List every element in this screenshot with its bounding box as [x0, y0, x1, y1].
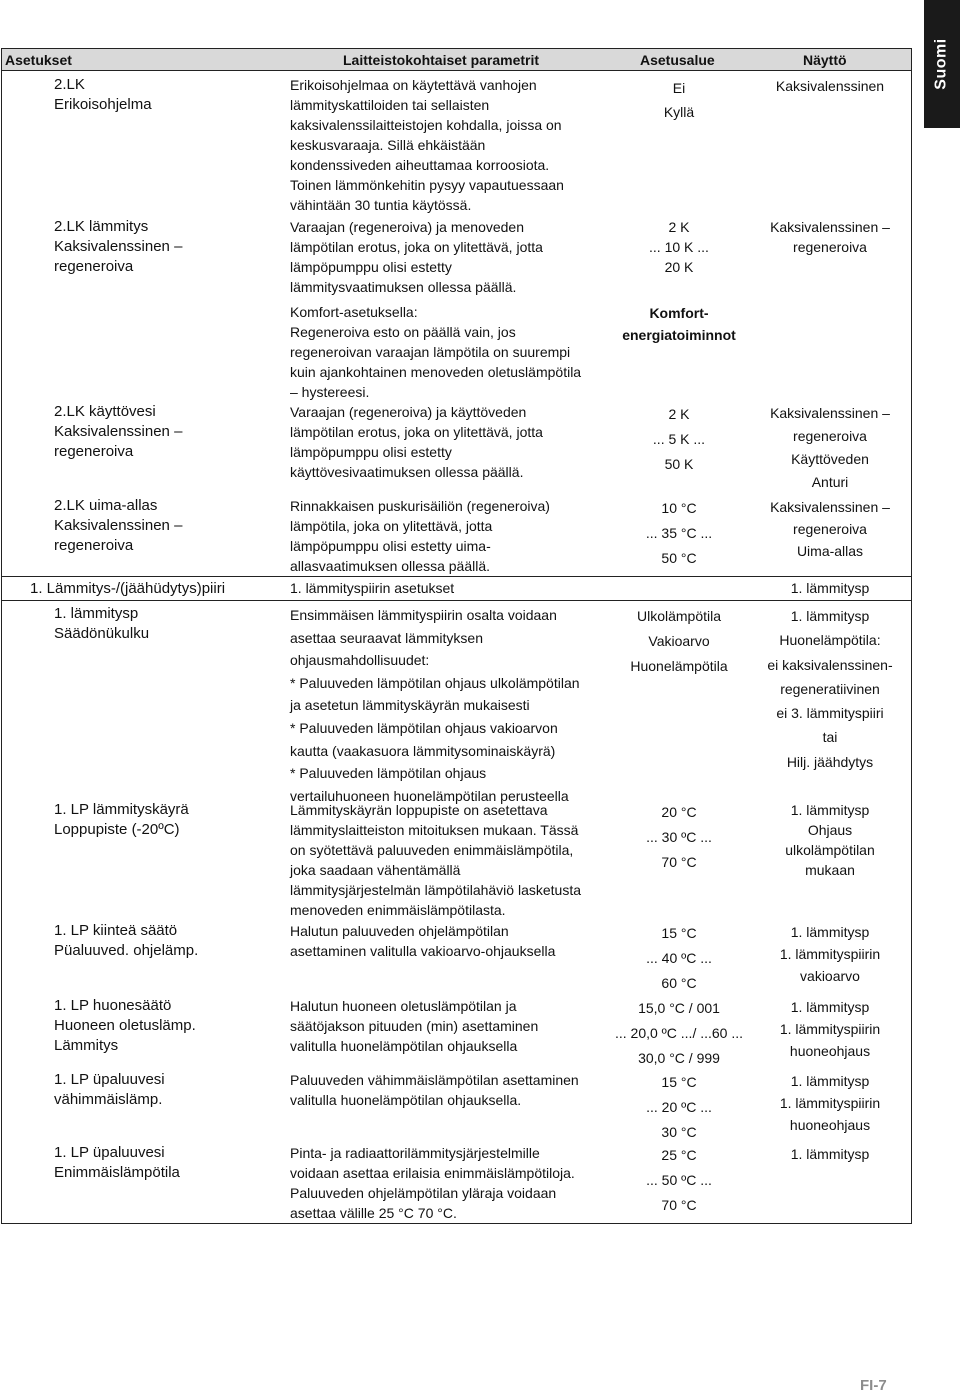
setting-name [54, 496, 284, 556]
header-display: Näyttö [803, 52, 847, 68]
setting-name [54, 604, 284, 644]
text-line: Püaluuved. ohjelämp. [54, 942, 199, 959]
text-line: vakioarvo [800, 968, 860, 984]
text-line: lämmityslaitteiston mitoituksen mukaan. Tässä [290, 822, 579, 838]
text-line: Ensimmäisen lämmityspiirin osalta voidaan [290, 607, 557, 623]
page-number: FI-7 [860, 1377, 887, 1394]
text-line: kuin ajankohtainen menoveden oletuslämpötila [290, 364, 582, 380]
text-line: lämmityskattiloiden tai sellaisten [290, 97, 490, 113]
setting-description [290, 496, 612, 576]
text-line: asettaa seuraavat lämmityksen [290, 629, 483, 646]
text-line: ei 3. lämmityspiiri [776, 705, 884, 722]
text-line: lämpötila, joka on ylitettävä, jotta [290, 518, 493, 534]
text-line: 1. LP lämmityskäyrä [54, 801, 189, 818]
text-line: huoneohjaus [789, 1117, 871, 1133]
language-tab-label: Suomi [933, 38, 951, 90]
text-line: vertailuhuoneen huonelämpötilan perusteella [290, 787, 569, 804]
text-line: regeneroivan varaajan lämpötila on suurempi [290, 344, 571, 360]
setting-description [290, 604, 612, 807]
text-line: valitulla huonelämpötilan ohjauksella. [290, 1092, 522, 1108]
text-line: vähimmäislämp. [54, 1091, 163, 1108]
text-line: 70 °C [661, 1197, 697, 1213]
text-line: 20 °C [661, 804, 697, 820]
text-line: Lämmitys [54, 1037, 119, 1054]
text-line: Pinta- ja radiaattorilämmitysjärjestelmille [290, 1145, 540, 1161]
setting-display [752, 921, 908, 987]
language-tab [924, 0, 960, 128]
text-line: ... 20,0 ºC .../ ...60 ... [614, 1025, 744, 1041]
text-line: Kaksivalenssinen – [770, 499, 890, 515]
setting-display [752, 402, 908, 494]
text-line: käyttövesivaatimuksen ollessa päällä. [290, 464, 524, 480]
text-line: Anturi [811, 474, 849, 490]
text-line: kautta (vaakasuora lämmitysominaiskäyrä) [290, 742, 556, 759]
setting-display [752, 1070, 908, 1136]
text-line: ja asetetun lämmityskäyrän mukaisesti [290, 697, 530, 714]
text-line: ... 30 ºC ... [646, 829, 712, 845]
text-line: 1. LP kiinteä säätö [54, 922, 178, 939]
setting-range [612, 1143, 746, 1218]
text-line: 1. lämmityspiirin [779, 1095, 881, 1111]
text-line: 20 K [664, 259, 694, 275]
text-line: säätöjakson pituuden (min) asettaminen [290, 1018, 539, 1034]
setting-description [290, 921, 612, 961]
setting-range [612, 996, 746, 1071]
text-line: energiatoiminnot [622, 327, 736, 343]
text-line: 1. lämmityspiirin [779, 946, 881, 962]
setting-range [612, 1070, 746, 1145]
setting-description [290, 402, 612, 482]
setting-display [752, 800, 908, 880]
text-line: ... 20 ºC ... [646, 1099, 712, 1115]
setting-range [612, 76, 746, 124]
setting-name [54, 1070, 284, 1110]
setting-range [612, 800, 746, 875]
text-line: ... 10 K ... [649, 239, 709, 255]
text-line: Komfort-asetuksella: [290, 304, 418, 320]
text-line: voidaan asettaa erilaisia enimmäislämpötiloja. [290, 1165, 575, 1181]
text-line: regeneroiva [54, 443, 134, 460]
setting-description [290, 996, 612, 1056]
setting-name [54, 402, 284, 462]
text-line: 60 °C [661, 975, 697, 991]
setting-range [612, 402, 746, 477]
header-range: Asetusalue [640, 52, 715, 68]
text-line: 2.LK käyttövesi [54, 403, 156, 420]
setting-range [612, 217, 746, 277]
text-line: kaksivalenssilaitteistojen kohdalla, joissa on [290, 117, 562, 133]
text-line: allasvaatimuksen ollessa päällä. [290, 558, 490, 574]
setting-range [612, 921, 746, 996]
text-line: Kaksivalenssinen – [54, 423, 183, 440]
text-line: ulkolämpötilan [785, 842, 875, 858]
setting-range [612, 496, 746, 571]
section-description: 1. lämmityspiirin asetukset [290, 580, 455, 596]
text-line: ei kaksivalenssinen- [767, 656, 893, 673]
text-line: 1. lämmitysp [790, 999, 870, 1015]
text-line: – hystereesi. [290, 384, 370, 400]
text-line: 1. lämmitysp [790, 924, 870, 940]
text-line: 2 K [668, 219, 690, 235]
setting-comfort-description [290, 302, 612, 402]
text-line: 30,0 °C / 999 [638, 1050, 720, 1066]
header-parameters: Laitteistokohtaiset parametrit [343, 52, 540, 68]
text-line: 15 °C [661, 1074, 697, 1090]
text-line: Huoneen oletuslämp. [54, 1017, 196, 1034]
text-line: Ei [672, 80, 686, 96]
text-line: 15 °C [661, 925, 697, 941]
text-line: lämpötilan erotus, joka on ylitettävä, jotta [290, 239, 543, 255]
text-line: regeneroiva [793, 521, 867, 537]
text-line: lämmitysvaatimuksen ollessa päällä. [290, 279, 517, 295]
text-line: Erikoisohjelma [54, 96, 152, 113]
section-title: 1. Lämmitys-/(jäähüdytys)piiri [30, 580, 226, 597]
text-line: lämpötilan erotus, joka on ylitettävä, jotta [290, 424, 543, 440]
text-line: regeneroiva [54, 537, 134, 554]
text-line: Lämmityskäyrän loppupiste on asetettava [290, 802, 548, 818]
setting-description [290, 75, 612, 215]
text-line: regeneroiva [54, 258, 134, 275]
setting-range [612, 604, 746, 679]
section-divider [2, 576, 911, 577]
text-line: Uima-allas [796, 543, 864, 559]
text-line: 1. lämmitysp [790, 1146, 870, 1162]
setting-display [752, 604, 908, 774]
text-line: 2 K [668, 406, 690, 422]
text-line: 1. LP üpaluuvesi [54, 1144, 165, 1161]
text-line: Paluuveden vähimmäislämpötilan asettaminen [290, 1072, 579, 1088]
text-line: on syötettävä paluuveden enimmäislämpötila, [290, 842, 574, 858]
text-line: menoveden enimmäislämpötilasta. [290, 902, 506, 918]
text-line: Rinnakkaisen puskurisäiliön (regeneroiva) [290, 498, 550, 514]
text-line: 2.LK uima-allas [54, 497, 158, 514]
text-line: Toinen lämmönkehitin pysyy vapautuessaan [290, 177, 564, 193]
setting-description [290, 217, 612, 297]
text-line: mukaan [805, 862, 855, 878]
text-line: huoneohjaus [789, 1043, 871, 1059]
setting-display [752, 76, 908, 96]
text-line: ... 50 ºC ... [646, 1172, 712, 1188]
text-line: lämmitysjärjestelmän lämpötilahäviö lasketusta [290, 882, 582, 898]
text-line: regeneroiva [793, 239, 867, 255]
setting-name [54, 921, 284, 961]
text-line: ... 40 ºC ... [646, 950, 712, 966]
text-line: 1. lämmitysp [54, 605, 139, 622]
setting-name [54, 75, 284, 115]
text-line: Käyttöveden [791, 451, 869, 467]
text-line: Vakioarvo [648, 633, 710, 649]
text-line: Säädönükulku [54, 625, 150, 642]
setting-display [752, 496, 908, 562]
setting-name [54, 1143, 284, 1183]
text-line: 15,0 °C / 001 [638, 1000, 720, 1016]
text-line: 1. lämmitysp [790, 1073, 870, 1089]
text-line: ... 5 K ... [652, 431, 706, 447]
setting-name [54, 800, 284, 840]
text-line: regeneroiva [793, 428, 867, 444]
text-line: Halutun huoneen oletuslämpötilan ja [290, 998, 517, 1014]
text-line: Ohjaus [807, 822, 853, 838]
text-line: 25 °C [661, 1147, 697, 1163]
text-line: Varaajan (regeneroiva) ja menoveden [290, 219, 524, 235]
text-line: 50 K [664, 456, 694, 472]
text-line: lämpöpumppu olisi estetty [290, 444, 452, 460]
text-line: Huonelämpötila [630, 658, 728, 674]
text-line: 1. LP üpaluuvesi [54, 1071, 165, 1088]
text-line: Regeneroiva esto on päällä vain, jos [290, 324, 516, 340]
text-line: 30 °C [661, 1124, 697, 1140]
text-line: Kaksivalenssinen – [770, 219, 890, 235]
setting-display [752, 1143, 908, 1165]
text-line: keskusvaraaja. Sillä ehkäistään [290, 137, 486, 153]
text-line: 50 °C [661, 550, 697, 566]
text-line: Enimmäislämpötila [54, 1164, 180, 1181]
text-line: Ulkolämpötila [636, 608, 722, 624]
text-line: ... 35 °C ... [645, 525, 713, 541]
section-divider [2, 600, 911, 601]
text-line: lämpöpumppu olisi estetty uima- [290, 538, 491, 554]
text-line: asettaa välille 25 °C 70 °C. [290, 1205, 457, 1221]
text-line: Hilj. jäähdytys [786, 753, 874, 770]
text-line: ohjausmahdollisuudet: [290, 652, 430, 669]
text-line: vähintään 30 tuntia käytössä. [290, 197, 472, 213]
text-line: Erikoisohjelmaa on käytettävä vanhojen [290, 77, 537, 93]
text-line: 1. lämmityspiirin [779, 1021, 881, 1037]
text-line: Huonelämpötila: [779, 632, 881, 649]
text-line: 1. lämmitysp [790, 608, 870, 624]
setting-display [752, 217, 908, 257]
setting-display [752, 996, 908, 1062]
text-line: 2.LK lämmitys [54, 218, 149, 235]
text-line: tai [822, 729, 838, 746]
text-line: * Paluuveden lämpötilan ohjaus ulkolämpötilan [290, 674, 580, 691]
setting-description [290, 1070, 612, 1110]
setting-description [290, 1143, 612, 1223]
text-line: lämpöpumppu olisi estetty [290, 259, 452, 275]
text-line: Varaajan (regeneroiva) ja käyttöveden [290, 404, 527, 420]
setting-comfort-range [612, 302, 746, 346]
header-settings: Asetukset [5, 52, 72, 68]
text-line: Kaksivalenssinen – [54, 517, 183, 534]
text-line: joka saadaan vähentämällä [290, 862, 461, 878]
text-line: regeneratiivinen [780, 680, 880, 697]
text-line: * Paluuveden lämpötilan ohjaus [290, 765, 487, 782]
text-line: asettaminen valitulla vakioarvo-ohjauksella [290, 943, 556, 959]
text-line: Paluuveden ohjelämpötilan yläraja voidaan [290, 1185, 557, 1201]
text-line: Kaksivalenssinen – [770, 405, 890, 421]
text-line: 1. lämmitysp [790, 802, 870, 818]
text-line: kondenssiveden aiheuttamaa korroosiota. [290, 157, 550, 173]
text-line: Kaksivalenssinen – [54, 238, 183, 255]
text-line: Halutun paluuveden ohjelämpötilan [290, 923, 509, 939]
text-line: 70 °C [661, 854, 697, 870]
text-line: valitulla huonelämpötilan ohjauksella [290, 1038, 518, 1054]
setting-name [54, 996, 284, 1056]
text-line: 2.LK [54, 76, 85, 93]
setting-name [54, 217, 284, 277]
text-line: 1. LP huonesäätö [54, 997, 172, 1014]
text-line: * Paluuveden lämpötilan ohjaus vakioarvon [290, 719, 558, 736]
text-line: Loppupiste (-20ºC) [54, 821, 180, 838]
text-line: 10 °C [661, 500, 697, 516]
text-line: Kaksivalenssinen [775, 78, 885, 94]
setting-description [290, 800, 612, 920]
section-display: 1. lämmitysp [790, 580, 870, 596]
text-line: Komfort- [649, 305, 709, 321]
text-line: Kyllä [663, 104, 695, 120]
